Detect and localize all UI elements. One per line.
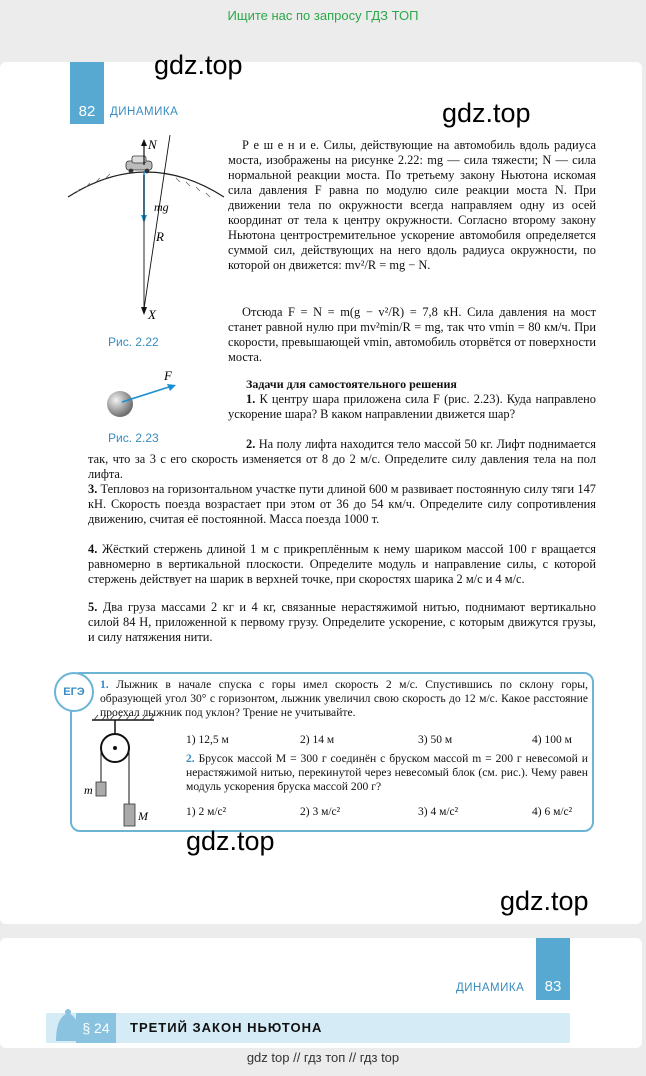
bridge-arc (68, 172, 224, 197)
figure-2-23 (100, 366, 190, 426)
chapter-bar (46, 1013, 570, 1043)
label-big-m: M (138, 809, 148, 823)
watermark: gdz.top (500, 886, 589, 916)
task-5 (88, 600, 596, 645)
exam-badge-label: ЕГЭ (63, 686, 85, 698)
tasks-heading: Задачи для самостоятельного решения (246, 377, 457, 391)
task-2 (88, 437, 596, 482)
task-number: 1. (246, 392, 256, 406)
label-x: X (148, 307, 156, 322)
question-text: Брусок массой M = 300 г соединён с бруском массой m = 200 г невесомой и нерастяжимой нитью, перекинутой через невесомый блок (см. рис.). Чему равен модуль ускорения бруска массой 200 г? (186, 752, 588, 793)
section-title: ДИНАМИКА (110, 106, 179, 118)
q2-option-3[interactable]: 3) 4 м/с² (418, 806, 459, 818)
solution-paragraph-2: Отсюда F = N = m(g − v²/R) = 7,8 кН. Сила давления на мост станет равной нулю при mv²min/R = mg, так что vmin = 80 км/ч. При скорости, превышающей vmin, автомобиль оторвётся от поверхности моста. (228, 305, 596, 364)
q1-option-1[interactable]: 1) 12,5 м (186, 734, 229, 746)
pulley-figure (84, 714, 174, 830)
block-small (96, 782, 106, 796)
task-text: На полу лифта находится тело массой 50 кг. Лифт поднимается так, что за 3 с его скорость изменяется от 8 до 2 м/с. Определите силу давления тела на пол лифта. (88, 437, 596, 481)
q1-option-4[interactable]: 4) 100 м (532, 734, 572, 746)
task-text: Два груза массами 2 кг и 4 кг, связанные нерастяжимой нитью, поднимают вертикально силой 84 Н, приложенной к первому грузу. Определите ускорение, с которым движутся грузы, и силу натяжения нити. (88, 600, 596, 644)
chapter-title: ТРЕТИЙ ЗАКОН НЬЮТОНА (130, 1020, 323, 1035)
top-banner[interactable]: Ищите нас по запросу ГДЗ ТОП (227, 8, 419, 23)
question-text: Лыжник в начале спуска с горы имел скорость 2 м/с. Спустившись по склону горы, образующей угол 30° с горизонтом, лыжник увеличил свою скорость до 12 м/с. Какое расстояние проехал лыжник под уклон? Трение не учитывайте. (100, 678, 588, 719)
block-large (124, 804, 135, 826)
force-arrow (122, 386, 172, 402)
page-number-tab: 82 (70, 62, 104, 124)
label-mg: mg (154, 200, 169, 214)
label-n: N (148, 137, 157, 152)
paragraph-number: § 24 (76, 1013, 116, 1043)
task-3 (88, 482, 596, 527)
exam-badge (54, 672, 94, 712)
car-icon (126, 156, 152, 173)
task-number: 2. (246, 437, 256, 451)
question-number: 1. (100, 678, 109, 691)
task-2-wrap (88, 437, 596, 482)
label-m: m (84, 783, 93, 797)
caption-fig-2-23: Рис. 2.23 (108, 431, 159, 445)
task-number: 5. (88, 600, 98, 614)
label-r: R (156, 229, 164, 244)
q1-option-3[interactable]: 3) 50 м (418, 734, 453, 746)
watermark: gdz.top (442, 98, 531, 128)
task-4 (88, 542, 596, 587)
q2-option-1[interactable]: 1) 2 м/с² (186, 806, 227, 818)
task-text: Тепловоз на горизонтальном участке пути длиной 600 м развивает постоянную силу тяги 147 кН. Скорость поезда возрастает при этом от 36 до 54 км/ч. Определите силу сопротивления движению, считая её постоянной. Масса поезда 1000 т. (88, 482, 596, 526)
footer-links[interactable]: gdz top // гдз топ // гдз top (246, 1050, 400, 1065)
task-1 (228, 392, 596, 422)
page-number-tab-83: 83 (536, 938, 570, 1000)
caption-fig-2-22: Рис. 2.22 (108, 335, 159, 349)
watermark: gdz.top (186, 826, 275, 856)
q2-option-4[interactable]: 4) 6 м/с² (532, 806, 573, 818)
task-text: К центру шара приложена сила F (рис. 2.23). Куда направлено ускорение шара? В каком направлении движется шар? (228, 392, 596, 421)
figure-2-22 (66, 135, 226, 325)
task-text: Жёсткий стержень длиной 1 м с прикреплённым к нему шариком массой 100 г вращается равномерно в вертикальной плоскости. Определите модуль и направление силы, с которой стержень действует на шарик в верхней точке, при скоростях шарика 2 м/с и 4 м/с. (88, 542, 596, 586)
task-number: 3. (88, 482, 98, 496)
label-f: F (164, 368, 172, 383)
test-question-2 (186, 752, 588, 794)
ball (107, 391, 133, 417)
q1-option-2[interactable]: 2) 14 м (300, 734, 335, 746)
watermark: gdz.top (154, 50, 243, 80)
task-number: 4. (88, 542, 98, 556)
section-title-83: ДИНАМИКА (456, 982, 525, 994)
solution-paragraph-1: Р е ш е н и е. Силы, действующие на автомобиль вдоль радиуса моста, изображены на рисунке 2.22: mg — сила тяжести; N — сила нормальной реакции моста. По третьему закону Ньютона искомая сила давления F равна по модулю силе реакции моста N. При движении тела по окружности всегда направляем одну из осей координат от тела к центру окружности. Согласно второму закону Ньютона центростремительное ускорение автомобиля определяется суммой сил, действующих на него вдоль радиуса окружности, по которой он движется: mv²/R = mg − N. (228, 138, 596, 272)
bridge-hatch (76, 174, 210, 197)
q2-option-2[interactable]: 2) 3 м/с² (300, 806, 341, 818)
question-number: 2. (186, 752, 195, 765)
